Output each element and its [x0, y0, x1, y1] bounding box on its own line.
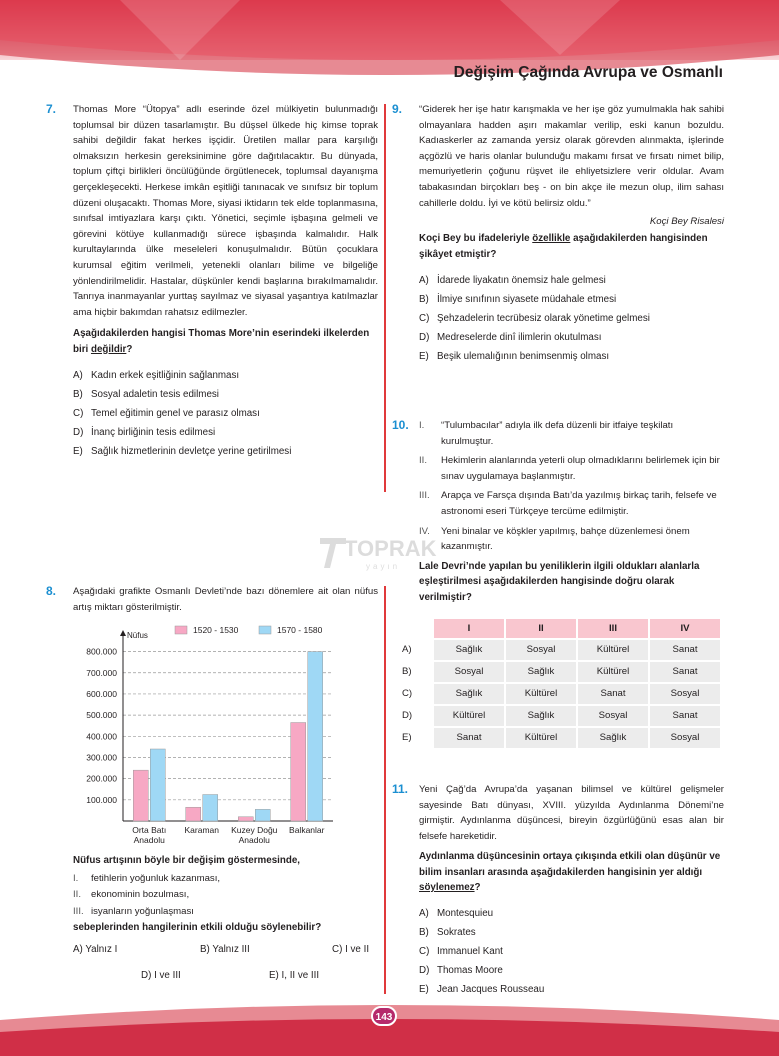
statement-text: Hekimlerin alanlarında yeterli olup olmadıklarını belirlemek için bir sınav uygulamaya başlanmıştır. — [441, 455, 720, 482]
answer-row-c[interactable] — [400, 684, 720, 704]
option-letter: D) — [419, 964, 430, 976]
option-letter: A) — [419, 274, 429, 286]
statement-numeral: II. — [73, 889, 81, 901]
statement-text: “Tulumbacılar” adıyla ilk defa düzenli bir itfaiye teşkilatı kurulmuştur. — [441, 420, 674, 447]
option-letter: C) — [73, 408, 84, 420]
question-11 — [392, 782, 724, 999]
row-letter: B) — [402, 666, 412, 678]
table-cell: Kültürel — [578, 640, 648, 660]
table-cell: Sosyal — [434, 662, 504, 682]
option-text: Immanuel Kant — [437, 945, 503, 957]
y-axis-label: Nüfus — [127, 631, 148, 641]
option-text: Medreselerde dinî ilimlerin okutulması — [437, 331, 602, 343]
statement-text: ekonominin bozulması, — [91, 889, 190, 901]
option-e[interactable]: E) I, II ve III — [269, 969, 320, 981]
option-c[interactable] — [419, 309, 724, 328]
legend-label: 1520 - 1530 — [193, 625, 239, 636]
table-cell: Sanat — [650, 706, 720, 726]
option-text: Montesquieu — [437, 907, 494, 919]
option-b[interactable] — [419, 290, 724, 309]
answer-table — [398, 617, 722, 750]
stem-underlined: değildir — [90, 343, 127, 355]
option-b[interactable] — [419, 923, 724, 942]
option-e[interactable] — [73, 442, 378, 461]
statement-item — [419, 453, 724, 484]
statement-text: isyanların yoğunlaşması — [91, 905, 194, 917]
option-d[interactable] — [419, 328, 724, 347]
x-tick-label: Orta Batı — [132, 825, 167, 836]
column-divider — [384, 104, 386, 492]
question-number: 8. — [46, 584, 57, 598]
y-axis-arrow — [120, 630, 126, 636]
option-text: Kadın erkek eşitliğinin sağlanması — [91, 370, 240, 382]
option-d[interactable] — [419, 961, 724, 980]
option-c[interactable] — [419, 942, 724, 961]
y-tick-label: 200.000 — [86, 773, 117, 784]
statement-list — [419, 418, 724, 555]
table-header: II — [506, 619, 576, 638]
table-cell: Sanat — [434, 728, 504, 748]
question-number: 10. — [392, 418, 409, 432]
option-e[interactable] — [419, 980, 724, 999]
population-bar-chart — [43, 621, 343, 851]
answer-row-d[interactable] — [400, 706, 720, 726]
option-letter: D) — [73, 427, 84, 439]
stem-text: Aşağıdakilerden hangisi Thomas More’nin eserindeki ilkelerden biri — [73, 328, 370, 355]
option-text: İdarede liyakatın önemsiz hale gelmesi — [437, 274, 606, 286]
page-number: 143 — [371, 1006, 397, 1026]
statement-item — [73, 887, 378, 903]
option-a[interactable] — [419, 271, 724, 290]
stem-end: ? — [126, 343, 133, 355]
y-tick-label: 300.000 — [86, 752, 117, 763]
answer-options — [419, 904, 724, 999]
statement-item — [419, 524, 724, 555]
question-stem: Koçi Bey bu ifadeleriyle özellikle aşağıdakilerden hangisinden şikâyet etmiştir? — [419, 233, 708, 260]
row-letter: A) — [402, 644, 412, 656]
option-letter: A) — [73, 370, 83, 382]
bar — [133, 770, 148, 821]
question-10 — [392, 418, 724, 750]
option-text: Thomas Moore — [437, 964, 503, 976]
table-cell: Kültürel — [578, 662, 648, 682]
answer-options — [73, 366, 378, 461]
question-stem: Aydınlanma düşüncesinin ortaya çıkışında etkili olan düşünür ve bilim insanları arasında aşağıdakilerden hangisinin yer aldığı söylenemez? — [419, 851, 721, 894]
y-tick-label: 100.000 — [86, 795, 117, 806]
table-cell: Sanat — [650, 640, 720, 660]
question-stem — [73, 326, 378, 357]
statement-item — [73, 871, 378, 887]
quote-source: Koçi Bey Risalesi — [649, 216, 724, 228]
table-cell: Sağlık — [578, 728, 648, 748]
statement-text: Yeni binalar ve köşkler yapılmış, bahçe düzenlemesi önem kazanmıştır. — [441, 525, 690, 553]
answer-options — [419, 271, 724, 366]
table-cell: Sağlık — [506, 706, 576, 726]
answer-row-b[interactable] — [400, 662, 720, 682]
option-letter: B) — [419, 293, 429, 305]
table-header: I — [434, 619, 504, 638]
y-tick-label: 600.000 — [86, 689, 117, 700]
statement-item — [419, 418, 724, 449]
answer-row-e[interactable] — [400, 728, 720, 748]
option-letter: C) — [419, 945, 430, 957]
y-tick-label: 700.000 — [86, 667, 117, 678]
question-stem: Lale Devri’nde yapılan bu yeniliklerin ilgili oldukları alanlarla eşleştirilmesi aşağıdakilerden hangisinde doğru olarak verilmiştir? — [419, 560, 700, 603]
option-d[interactable]: D) I ve III — [141, 969, 181, 981]
legend-label: 1570 - 1580 — [277, 625, 323, 636]
statement-numeral: III. — [419, 490, 430, 502]
option-letter: B) — [73, 389, 83, 401]
question-8 — [46, 584, 378, 990]
table-cell: Sağlık — [434, 684, 504, 704]
legend-swatch — [175, 626, 187, 634]
table-cell: Sanat — [578, 684, 648, 704]
table-header: IV — [650, 619, 720, 638]
statement-numeral: IV. — [419, 525, 430, 537]
option-text: Şehzadelerin tecrübesiz olarak yönetime gelmesi — [437, 312, 650, 324]
table-cell: Kültürel — [434, 706, 504, 726]
option-b[interactable]: B) Yalnız III — [200, 943, 250, 955]
option-letter: E) — [419, 983, 429, 995]
left-column — [46, 102, 378, 981]
row-letter: E) — [402, 732, 412, 744]
row-letter: C) — [402, 688, 413, 700]
x-tick-label: Anadolu — [133, 835, 165, 846]
table-cell: Sanat — [650, 662, 720, 682]
statement-numeral: I. — [73, 872, 79, 884]
statement-text: Arapça ve Farsça dışında Batı’da yazılmış birkaç tarih, felsefe ve astronomi eseri Türkçeye tercüme edilmiştir. — [441, 490, 717, 517]
table-cell: Kültürel — [506, 684, 576, 704]
option-text: Sosyal adaletin tesis edilmesi — [91, 389, 219, 401]
statement-item — [419, 488, 724, 519]
question-number: 11. — [392, 782, 409, 796]
bar — [238, 817, 253, 821]
question-text: Yeni Çağ’da Avrupa’da yaşanan bilimsel ve kültürel gelişmeler sayesinde Batı dünyası, XVIII. yüzyılda Aydınlanma Dönemi’ne girmiştir. Aydınlanma düşüncesi, bireyin özgürlüğünü esas alan bir felsefe hareketidir. — [419, 784, 724, 842]
option-text: İlmiye sınıfının siyasete müdahale etmesi — [437, 293, 617, 305]
page-header-title: Değişim Çağında Avrupa ve Osmanlı — [453, 64, 723, 81]
option-text: Sokrates — [437, 926, 476, 938]
answer-row-a[interactable] — [400, 640, 720, 660]
x-tick-label: Anadolu — [238, 835, 270, 846]
option-letter: A) — [419, 907, 429, 919]
bar — [203, 795, 218, 821]
x-tick-label: Karaman — [184, 825, 219, 836]
option-letter: E) — [419, 350, 429, 362]
question-7 — [46, 102, 378, 461]
option-text: Beşik ulemalığının benimsenmiş olması — [437, 350, 610, 362]
table-cell: Sağlık — [434, 640, 504, 660]
option-text: Sağlık hizmetlerinin devletçe yerine getirilmesi — [91, 446, 292, 458]
statement-text: fetihlerin yoğunluk kazanması, — [91, 872, 221, 884]
table-cell: Sosyal — [506, 640, 576, 660]
option-text: Jean Jacques Rousseau — [437, 983, 545, 995]
option-b[interactable] — [73, 385, 378, 404]
y-tick-label: 500.000 — [86, 710, 117, 721]
question-text: Thomas More “Ütopya” adlı eserinde özel mülkiyetin bulunmadığı toplumsal bir düzen tasarlamıştır. Bu düşsel ülkede hiç kimse toprak sahibi değildir fakat herkes işçidir. Üretilen mallar para karşılığı olmaksızın herkesin gereksinimine göre dağıtılacaktır. Bu dünyada, toplum çiftçi birlikleri öncülüğünde örgütlenecek, toplumsal dayanışma gerçekleşecekti. Herkese imkân eşitliği tanınacak ve sınıfsız bir toplum düzeni oluşacaktı. Thomas More, siyasi iktidarın tek elde toplanmasına, sınıfsal imtiyazlara karşı çıktı. Yönetici, seçimle işbaşına gelmeli ve görevini kötüye kullanmadığı sürece işbaşında kalmalıdır. Halk kurultaylarında ülke meseleleri konuşulmalıdır. Bütün çocuklara kurumsal eğitim verilmeli, yetenekli olanları bilime ve bilgeliğe yönlendirilmelidir. Hastalar, düşkünler kendi başlarına bırakılmamalıdır. Tanrıya inanmayanlar yurttaş sayılmaz ve siyasal yaşantıya katılmazlar ama hiçbir bakımdan rahatsız edilmezler. — [73, 104, 378, 318]
statement-list — [73, 871, 378, 920]
bar — [291, 723, 306, 821]
question-quote: “Giderek her işe hatır karışmakla ve her işe göz yumulmakla hak sahibi olmayanlara hadden aşırı makamlar verilip, eski kanun bozuldu. Kadıaskerler az zamanda yersiz olarak görevden alınmakta, işlerinde açgözlü ve haris olanlar bulunduğu makamı fırsat ve fırsatı nimet bilip, memuriyetlerin çoğunu rüşvet ile ehliyetsizlere verir oldular. Avam tabakasından birçokları beş - on bin akçe ile mezun olup, ilim sahası cahillerle doldu. İyi ve kötü belirsiz oldu.” — [419, 104, 724, 209]
y-tick-label: 400.000 — [86, 731, 117, 742]
table-header: III — [578, 619, 648, 638]
statement-numeral: I. — [419, 420, 425, 431]
row-letter: D) — [402, 710, 413, 722]
table-cell: Sağlık — [506, 662, 576, 682]
option-c[interactable]: C) I ve II — [332, 943, 370, 955]
legend-swatch — [259, 626, 271, 634]
option-letter: E) — [73, 446, 83, 458]
y-tick-label: 800.000 — [86, 646, 117, 657]
question-number: 7. — [46, 102, 57, 116]
bar — [308, 652, 323, 821]
option-a[interactable]: A) Yalnız I — [73, 943, 118, 955]
option-a[interactable] — [419, 904, 724, 923]
bar — [186, 807, 201, 821]
option-text: Temel eğitimin genel ve parasız olması — [91, 408, 260, 420]
option-letter: D) — [419, 331, 430, 343]
x-tick-label: Balkanlar — [289, 825, 325, 836]
right-column — [392, 102, 724, 995]
question-stem: Nüfus artışının böyle bir değişim göstermesinde, — [73, 855, 301, 867]
statement-numeral: II. — [419, 455, 427, 467]
watermark-sub: yayın — [366, 562, 401, 571]
table-cell: Sosyal — [578, 706, 648, 726]
question-text: Aşağıdaki grafikte Osmanlı Devleti’nde bazı dönemlere ait olan nüfus artış miktarı gösterilmiştir. — [73, 586, 378, 613]
option-e[interactable] — [419, 347, 724, 366]
statement-item — [73, 904, 378, 920]
question-stem-end: sebeplerinden hangilerinin etkili olduğu söylenebilir? — [73, 922, 322, 934]
option-text: İnanç birliğinin tesis edilmesi — [91, 427, 216, 439]
option-d[interactable] — [73, 423, 378, 442]
question-9 — [392, 102, 724, 366]
option-c[interactable] — [73, 404, 378, 423]
answer-options — [73, 944, 378, 990]
bar — [150, 749, 165, 821]
table-cell: Sosyal — [650, 684, 720, 704]
bar — [255, 810, 270, 822]
option-a[interactable] — [73, 366, 378, 385]
x-tick-label: Kuzey Doğu — [231, 825, 278, 836]
option-letter: C) — [419, 312, 430, 324]
statement-numeral: III. — [73, 905, 84, 917]
table-cell: Sosyal — [650, 728, 720, 748]
column-divider — [384, 586, 386, 994]
question-number: 9. — [392, 102, 403, 116]
table-cell: Kültürel — [506, 728, 576, 748]
watermark-brand: TOPRAK — [344, 536, 437, 561]
option-letter: B) — [419, 926, 429, 938]
